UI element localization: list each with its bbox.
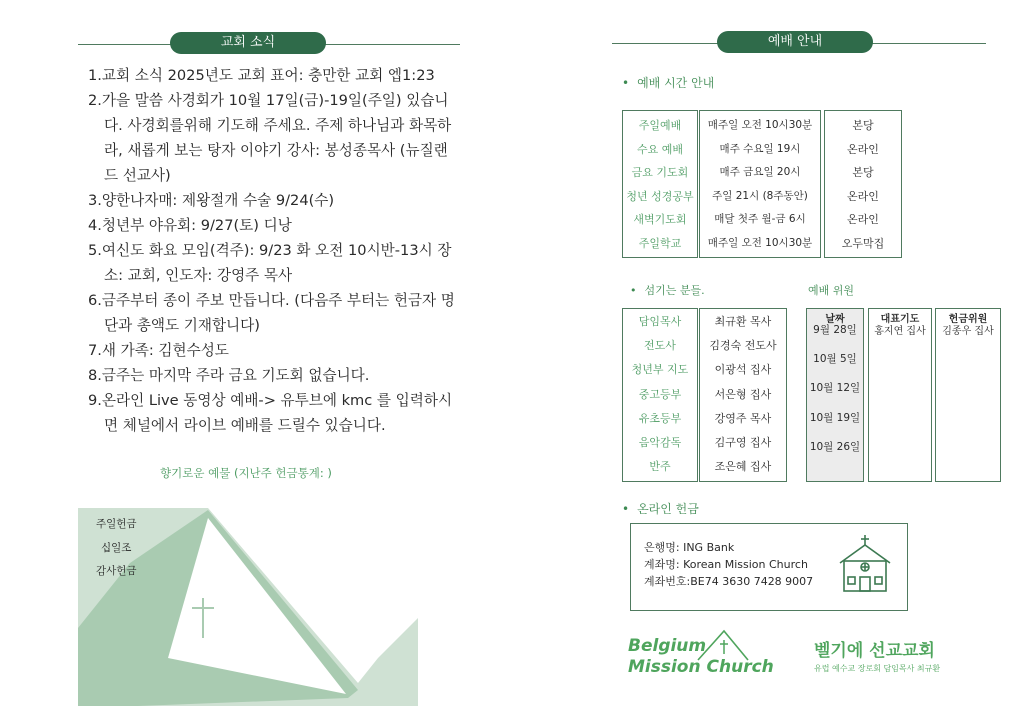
church-subtitle: 유럽 예수교 장로회 담임목사 최규환 (814, 664, 941, 673)
committee-prayer-name: 홍지연 집사 (874, 326, 926, 337)
worship-place: 온라인 (847, 213, 879, 226)
worship-place: 온라인 (847, 142, 879, 156)
committee-offering-name: 김종우 집사 (942, 326, 994, 337)
server-name: 최규환 목사 (714, 315, 772, 328)
committee-date: 10월 12일 (809, 382, 861, 394)
news-item: 2.가을 말씀 사경회가 10월 17일(금)-19일(주일) 있습니다. 사경회를위해 기도해 주세요. 주제 하나님과 화목하라, 새롭게 보는 탕자 이야기 강사: 봉성종목사 (뉴질랜드 선교사) (88, 92, 452, 184)
offering-title: 향기로운 예물 (지난주 헌금통계: ) (160, 466, 332, 480)
church-building-icon (834, 533, 896, 595)
server-role: 유초등부 (638, 411, 682, 425)
server-name: 조은혜 집사 (714, 460, 772, 474)
server-role: 청년부 지도 (631, 363, 689, 377)
servers-section-label: 섬기는 분들. (644, 284, 705, 297)
committee-prayer-header: 대표기도 (880, 314, 920, 325)
bank-info (644, 539, 813, 590)
committee-date: 9월 28일 (813, 324, 857, 336)
committee-date: 10월 5일 (813, 353, 857, 365)
worship-section-label: 예배 시간 안내 (637, 76, 715, 90)
news-item: 7.새 가족: 김현수성도 (88, 342, 229, 359)
worship-time: 매달 첫주 월-금 6시 (714, 213, 806, 225)
worship-place: 오두막집 (841, 236, 885, 250)
worship-name: 청년 성경공부 (626, 189, 694, 203)
news-item: 1.교회 소식 2025년도 교회 표어: 충만한 교회 엡1:23 (88, 67, 435, 84)
logo-line1: Belgium (628, 636, 707, 656)
servers-names (699, 310, 787, 479)
worship-places (824, 114, 902, 255)
online-section-label: 온라인 헌금 (637, 502, 699, 516)
logo-roof-icon (694, 628, 750, 662)
committee-section-title: 예배 위원 (808, 284, 855, 297)
server-role: 중고등부 (638, 387, 682, 401)
worship-name: 수요 예배 (636, 142, 683, 156)
worship-section-title (622, 74, 714, 91)
committee-offering-header: 헌금위원 (948, 314, 988, 325)
committee-date: 10월 19일 (809, 412, 861, 424)
news-item: 6.금주부터 종이 주보 만듭니다. (다음주 부터는 헌금자 명단과 총액도 기재합니다) (88, 292, 455, 334)
worship-names (622, 114, 698, 255)
server-role: 전도사 (644, 339, 676, 353)
worship-time: 주일 21시 (8주동안) (712, 189, 808, 202)
server-name: 강영주 목사 (714, 411, 772, 425)
server-name: 김경숙 전도사 (709, 339, 777, 353)
servers-section-title (630, 282, 705, 298)
worship-place: 본당 (852, 119, 874, 132)
worship-place: 온라인 (847, 189, 879, 203)
server-name: 이광석 집사 (714, 363, 772, 377)
worship-name: 주일예배 (638, 119, 682, 132)
online-section-title (622, 500, 699, 517)
server-role: 반주 (649, 460, 671, 474)
server-name: 김구영 집사 (714, 436, 772, 450)
worship-time: 매주 수요일 19시 (719, 142, 801, 155)
news-item: 9.온라인 Live 동영상 예배-> 유투브에 kmc 를 입력하시면 체널에서 라이브 예배를 드릴수 있습니다. (88, 392, 453, 434)
offering-item-thanks: 감사헌금 (96, 565, 137, 577)
church-name: 벨기에 선교교회 (814, 641, 935, 661)
worship-name: 금요 기도회 (631, 166, 689, 179)
bullet-icon: • (630, 284, 637, 297)
right-header-title: 예배 안내 (717, 31, 873, 53)
news-item: 5.여신도 화요 모임(격주): 9/23 화 오전 10시반-13시 장소: 교회, 인도자: 강영주 목사 (88, 242, 452, 284)
worship-place: 본당 (852, 166, 874, 179)
server-role: 담임목사 (638, 315, 682, 328)
bullet-icon: • (622, 502, 630, 516)
worship-name: 새벽기도회 (633, 213, 687, 226)
worship-name: 주일학교 (638, 236, 682, 250)
bullet-icon: • (622, 76, 630, 90)
news-item: 8.금주는 마지막 주라 금요 기도회 없습니다. (88, 367, 370, 384)
server-role: 음악감독 (638, 436, 682, 450)
news-item: 4.청년부 야유회: 9/27(토) 디낭 (88, 217, 292, 234)
account-number: 계좌번호:BE74 3630 7428 9007 (644, 575, 814, 588)
committee-date-header: 날짜 (825, 314, 845, 325)
account-name: 계좌명: Korean Mission Church (644, 558, 808, 571)
worship-time: 매주 금요일 20시 (719, 166, 801, 178)
committee-date: 10월 26일 (809, 441, 861, 453)
server-name: 서은형 집사 (714, 387, 772, 401)
church-illustration (78, 508, 418, 706)
worship-time: 매주일 오전 10시30분 (707, 119, 813, 131)
news-item: 3.양한나자매: 제왕절개 수술 9/24(수) (88, 192, 335, 209)
worship-times (699, 114, 821, 255)
logo-line2: Mission Church (628, 657, 774, 677)
news-list (88, 63, 460, 438)
left-header-title: 교회 소식 (170, 32, 326, 54)
bank-name: 은행명: ING Bank (644, 541, 735, 554)
servers-roles (622, 310, 698, 479)
offering-item-tithe: 십일조 (101, 542, 132, 554)
offering-item-sunday: 주일헌금 (96, 518, 137, 530)
worship-time: 매주일 오전 10시30분 (707, 236, 813, 249)
